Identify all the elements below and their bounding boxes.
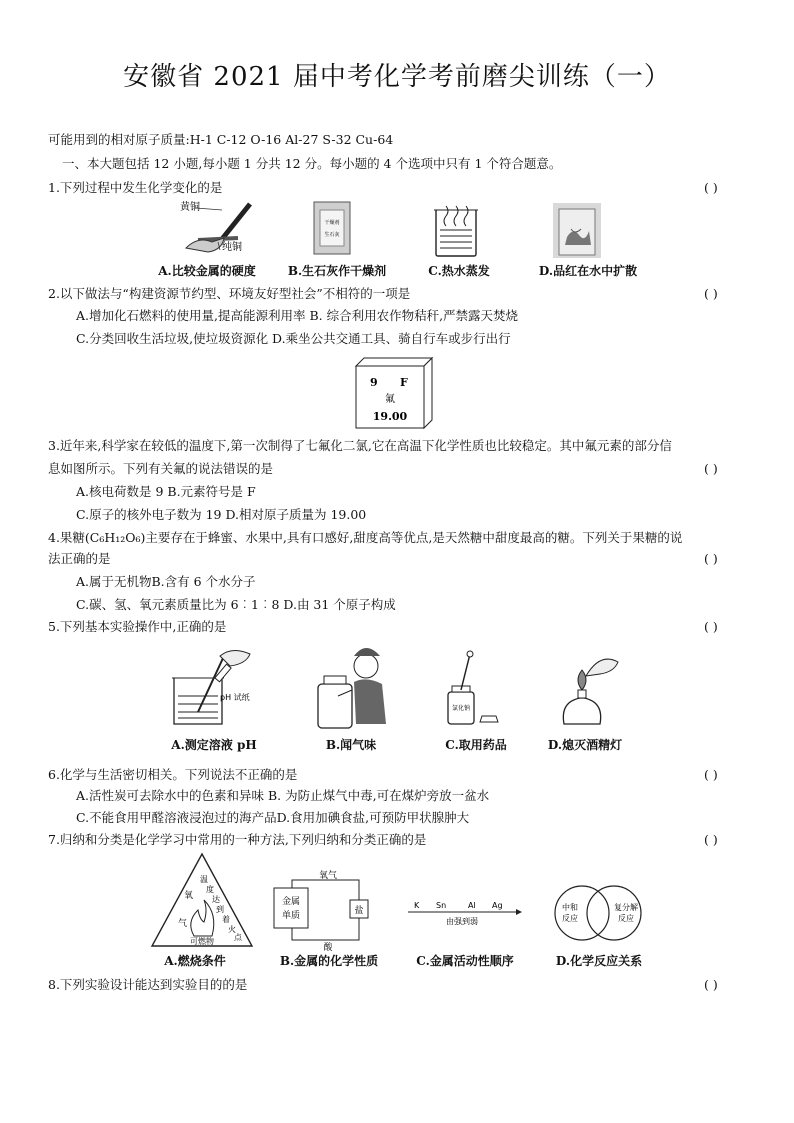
reagent-label: 氯化钠 [451,705,471,712]
q1-image-a-brass-scratch [178,198,258,258]
ph-paper-label: pH 试纸 [220,693,250,702]
q1-caption-b: B.生石灰作干燥剂 [287,264,387,278]
q4-options-cd: C.碳、氢、氧元素质量比为 6︰1︰8 D.由 31 个原子构成 [76,597,396,612]
q2-options-cd: C.分类回收生活垃圾,使垃圾资源化 D.乘坐公共交通工具、骑自行车或步行出行 [76,331,511,346]
q7-image-d-venn [548,884,648,942]
series-ag: Ag [492,901,503,910]
oxygen-label: 氧气 [318,871,338,881]
q7-caption-a: A.燃烧条件 [164,954,226,968]
tri-right-char-5: 着 [222,915,230,924]
element-name: 氟 [385,394,395,405]
q7-image-b-metal-properties [272,871,382,953]
q3-stem-line2: 息如图所示。下列有关氟的说法错误的是 [48,461,274,476]
element-box-fluorine [356,358,432,428]
q1-image-b-desiccant-packet [314,202,350,254]
q7-stem: 7.归纳和分类是化学学习中常用的一种方法,下列归纳和分类正确的是 [48,832,427,847]
element-number: 9 [370,376,378,389]
series-note: 由强到弱 [446,917,478,926]
q7-caption-b: B.金属的化学性质 [279,954,379,968]
q2-stem: 2.以下做法与“构建资源节约型、环境友好型社会”不相符的一项是 [48,286,411,301]
q5-caption-d: D.熄灭酒精灯 [547,738,623,752]
q1-image-d-dye-diffusion [553,203,601,258]
series-al: Al [468,901,476,910]
q5-image-c-take-reagent [446,650,506,730]
q5-image-b-smell [316,640,386,730]
q1-caption-c: C.热水蒸发 [428,264,490,278]
metal-box-line1: 金属 [281,897,301,907]
venn-left-2: 反应 [562,914,578,923]
tri-right-label: 温 [200,875,208,884]
q4-stem-line2: 法正确的是 [48,551,111,566]
metal-box-line2: 单质 [281,911,301,921]
q7-image-c-activity-series [406,898,522,932]
label-huangtong: 黄铜 [180,202,200,213]
q5-stem: 5.下列基本实验操作中,正确的是 [48,619,227,634]
q1-image-c-beaker-steam [432,200,482,258]
element-mass: 19.00 [372,410,408,423]
salt-box: 盐 [354,906,364,916]
q4-stem-line1: 4.果糖(C₆H₁₂O₆)主要存在于蜂蜜、水果中,具有口感好,甜度高等优点,是天然糖中甜度最高的糖。下列关于果糖的说 [48,530,683,545]
tri-right-char-6: 火 [228,925,236,934]
tri-left-label-1: 氧 [184,891,194,901]
venn-right-2: 反应 [618,914,634,923]
series-k: K [414,901,420,910]
tri-right-char-4: 到 [216,905,224,914]
q8-answer-bracket[interactable]: ( ) [704,977,718,992]
q2-options-ab: A.增加化石燃料的使用量,提高能源利用率 B. 综合利用农作物秸秆,严禁露天焚烧 [76,308,519,323]
q6-stem: 6.化学与生活密切相关。下列说法不正确的是 [48,767,298,782]
q5-answer-bracket[interactable]: ( ) [704,619,718,634]
q7-answer-bracket[interactable]: ( ) [704,832,718,847]
venn-left-1: 中和 [562,903,578,912]
q3-options-cd: C.原子的核外电子数为 19 D.相对原子质量为 19.00 [76,507,367,522]
q1-stem: 1.下列过程中发生化学变化的是 [48,180,223,195]
q3-answer-bracket[interactable]: ( ) [704,461,718,476]
q6-answer-bracket[interactable]: ( ) [704,767,718,782]
tri-left-label-2: 气 [178,919,188,929]
q8-stem: 8.下列实验设计能达到实验目的的是 [48,977,248,992]
q5-caption-c: C.取用药品 [445,738,507,752]
packet-text-2: 生石灰 [324,232,340,238]
q5-image-a-ph-test [168,648,268,728]
page-title: 安徽省 2021 届中考化学考前磨尖训练（一） [123,62,671,92]
acid-label: 酸 [323,943,333,953]
tri-right-char-3: 达 [212,895,220,904]
q4-answer-bracket[interactable]: ( ) [704,551,718,566]
q3-options-ab: A.核电荷数是 9 B.元素符号是 F [76,484,256,499]
q7-image-a-fire-triangle [150,852,254,948]
q2-answer-bracket[interactable]: ( ) [704,286,718,301]
q4-options-ab: A.属于无机物B.含有 6 个水分子 [76,574,256,589]
venn-right-1: 复分解 [614,903,638,912]
tri-bottom-label: 可燃物 [190,937,214,946]
element-symbol: F [400,376,408,389]
q3-stem-line1: 3.近年来,科学家在较低的温度下,第一次制得了七氟化二氯,它在高温下化学性质也比较稳定。其中氟元素的部分信 [48,438,672,453]
q7-caption-c: C.金属活动性顺序 [416,954,514,968]
q5-caption-a: A.测定溶液 pH [171,738,257,752]
atomic-masses: 可能用到的相对原子质量:H-1 C-12 O-16 Al-27 S-32 Cu-64 [48,132,394,147]
q1-answer-bracket[interactable]: ( ) [704,180,718,195]
q1-caption-d: D.品红在水中扩散 [538,264,638,278]
label-chuntong: 纯铜 [222,242,242,253]
tri-right-char-7: 点 [234,933,242,942]
tri-right-char-2: 度 [206,885,214,894]
q5-image-d-lamp [560,652,620,730]
q5-caption-b: B.闻气味 [325,738,377,752]
q1-caption-a: A.比较金属的硬度 [158,264,256,278]
packet-text-1: 干燥剂 [324,220,340,226]
q6-options-cd: C.不能食用甲醛溶液浸泡过的海产品D.食用加碘食盐,可预防甲状腺肿大 [76,810,470,825]
series-sn: Sn [436,901,447,910]
section-intro: 一、本大题包括 12 小题,每小题 1 分共 12 分。每小题的 4 个选项中只有 1 个符合题意。 [62,156,562,171]
q6-options-ab: A.活性炭可去除水中的色素和异味 B. 为防止煤气中毒,可在煤炉旁放一盆水 [76,788,490,803]
q7-caption-d: D.化学反应关系 [555,954,643,968]
